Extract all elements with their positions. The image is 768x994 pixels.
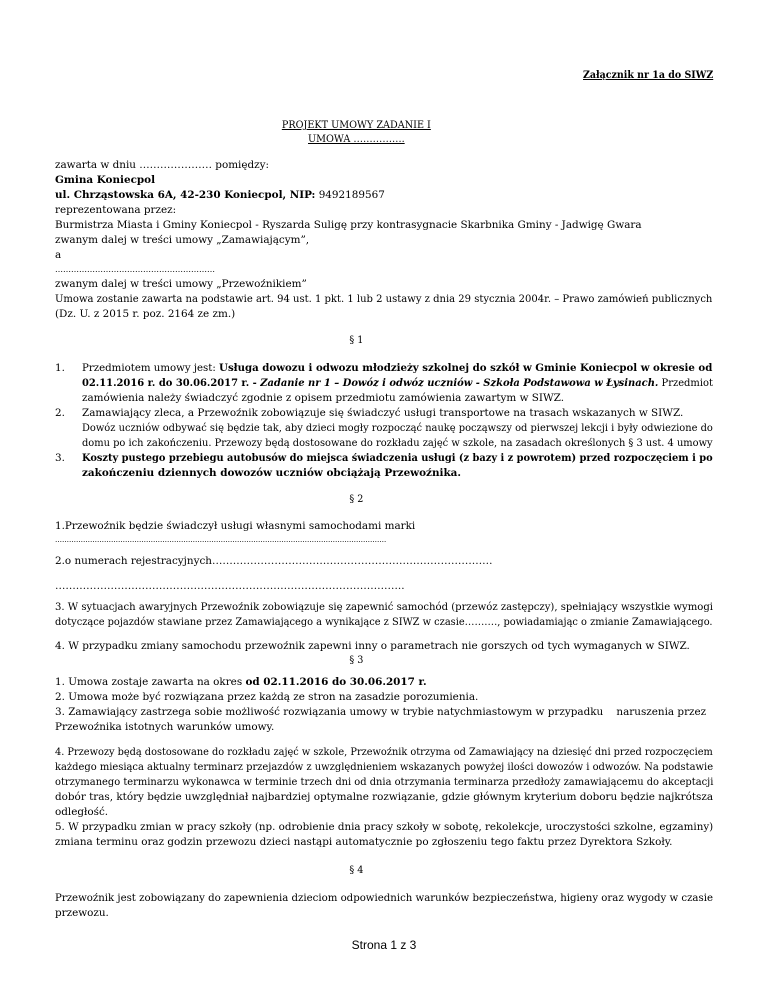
s2-item4: 4. W przypadku zmiany samochodu przewoźnik zapewni inny o parametrach nie gorszych od tych wymaganych w SIWZ. [55, 640, 690, 652]
party-address: ul. Chrząstowska 6A, 42-230 Koniecpol, NIP: 9492189567 [55, 189, 385, 201]
section-4-heading: § 4 [349, 864, 364, 876]
page-number: Strona 1 z 3 [351, 938, 417, 952]
s4-line1: Przewoźnik jest zobowiązany do zapewnienia dzieciom odpowiednich warunków bezpieczeństwa, higieny oraz wygody w czasie [55, 892, 713, 904]
s2-item3-line1: 3. W sytuacjach awaryjnych Przewoźnik zobowiązuje się zapewnić samochód (przewóz zastępczy), spełniający wszystkie wymogi [55, 601, 714, 613]
s3-item4-line4: dobór tras, który będzie uwzględniał najbardziej optymalne rozwiązanie, gdzie głównym kryterium doboru będzie najkrótsza [55, 791, 714, 803]
representatives: Burmistrza Miasta i Gminy Koniecpol - Ryszarda Suligę przy kontrasygnacie Skarbnika Gminy - Jadwigę Gwara [55, 219, 642, 231]
s3-item4-line3: otrzymanego terminarzu wykonawca w terminie trzech dni od dnia otrzymania terminarza przedłoży zamawiającemu do akceptacji [55, 776, 714, 788]
conjunction: a [55, 249, 62, 261]
s1-item1-line1: Przedmiotem umowy jest: Usługa dowozu i odwozu młodzieży szkolnej do szkół w Gminie Koniecpol w okresie od [82, 362, 713, 374]
s3-item3-line1: 3. Zamawiający zastrzega sobie możliwość rozwiązania umowy w trybie natychmiastowym w przypadku naruszenia przez [55, 706, 707, 718]
s3-item5-line2: zmiana terminu oraz godzin przewozu dzieci nastąpi automatycznie po zgłoszeniu tego faktu przez Dyrektora Szkoły. [55, 836, 673, 848]
attachment-label: Załącznik nr 1a do SIWZ [583, 69, 714, 81]
list-number: 1. [55, 362, 65, 374]
s3-item2: 2. Umowa może być rozwiązana przez każdą ze stron na zasadzie porozumienia. [55, 691, 479, 703]
carrier-placeholder: …………………………………………………… [55, 265, 215, 274]
list-number: 2. [55, 407, 65, 419]
s3-item4-line2: każdego miesiąca aktualny terminarz przejazdów z uwzględnieniem wskazanych powyżej ilości dowozów i odwozów. Na podstawie [55, 761, 714, 773]
s1-item2-line3: domu po ich zakończeniu. Przewozy będą dostosowane do rozkładu zajęć w szkole, na zasadach określonych § 3 ust. 4 umowy [82, 437, 713, 449]
s3-item5-line1: 5. W przypadku zmian w pracy szkoły (np. odrobienie dnia pracy szkoły w sobotę, rekolekcje, uroczystości szkolne, egzaminy) [55, 821, 714, 833]
s2-item1-dots: ……………………………………………………………………………………………………………………………. [55, 536, 387, 544]
list-number: 3. [55, 452, 65, 464]
party-name: Gmina Koniecpol [55, 174, 156, 186]
s3-item4-line5: odległość. [55, 806, 109, 818]
s3-item3-line2: Przewoźnika istotnych warunków umowy. [55, 721, 275, 733]
s3-item4-line1: 4. Przewozy będą dostosowane do rozkładu zajęć w szkole, Przewoźnik otrzyma od Zamawiający na dziesięć dni przed rozpoczęciem [55, 746, 713, 758]
s1-item3-line2: zakończeniu dziennych dowozów uczniów obciążają Przewoźnika. [82, 467, 462, 479]
represented-by: reprezentowana przez: [55, 204, 177, 216]
contract-number: UMOWA ……………. [308, 133, 405, 145]
legal-basis: Umowa zostanie zawarta na podstawie art. 94 ust. 1 pkt. 1 lub 2 ustawy z dnia 29 stycznia 2004r. – Prawo zamówień publicznych [55, 293, 713, 305]
carrier-designation: zwanym dalej w treści umowy „Przewoźnikiem” [55, 278, 307, 290]
s2-item1: 1.Przewoźnik będzie świadczył usługi własnymi samochodami marki [55, 520, 416, 532]
legal-basis-ref: (Dz. U. z 2015 r. poz. 2164 ze zm.) [55, 308, 236, 320]
s1-item2-line2: Dowóz uczniów odbywać się będzie tak, aby dzieci mogły rozpocząć naukę począwszy od pierwszej lekcji i były odwiezione do [82, 422, 713, 434]
section-1-heading: § 1 [349, 334, 364, 346]
section-3-heading: § 3 [349, 654, 364, 666]
s4-line2: przewozu. [55, 907, 109, 919]
contract-date-line: zawarta w dniu ………………… pomiędzy: [55, 159, 270, 171]
s2-item3-line2: dotyczące pojazdów stawiane przez Zamawiającego a wynikające z SIWZ w czasie………., powiadamiając o zmianie Zamawiającego. [55, 616, 713, 628]
s2-item2-dots: ……………………………………………………………………………………….. [55, 580, 405, 592]
s1-item2-line1: Zamawiający zleca, a Przewoźnik zobowiązuje się świadczyć usługi transportowe na trasach wskazanych w SIWZ. [82, 407, 684, 419]
s1-item1-line3: zamówienia należy świadczyć zgodnie z opisem przedmiotu zamówienia zawartym w SIWZ. [82, 392, 565, 404]
s2-item2: 2.o numerach rejestracyjnych……………………………………………………………………… [55, 555, 493, 567]
s1-item1-line2: 02.11.2016 r. do 30.06.2017 r. - Zadanie nr 1 – Dowóz i odwóz uczniów - Szkoła Podstawowa w Łysinach. Przedmiot [82, 377, 713, 389]
document-title: PROJEKT UMOWY ZADANIE I [281, 119, 431, 131]
s1-item3-line1: Koszty pustego przebiegu autobusów do miejsca świadczenia usługi (z bazy i z powrotem) przed rozpoczęciem i po [82, 452, 713, 464]
s3-item1: 1. Umowa zostaje zawarta na okres od 02.11.2016 do 30.06.2017 r. [55, 676, 427, 688]
orderer-designation: zwanym dalej w treści umowy „Zamawiającym”, [55, 234, 310, 246]
section-2-heading: § 2 [349, 493, 364, 505]
